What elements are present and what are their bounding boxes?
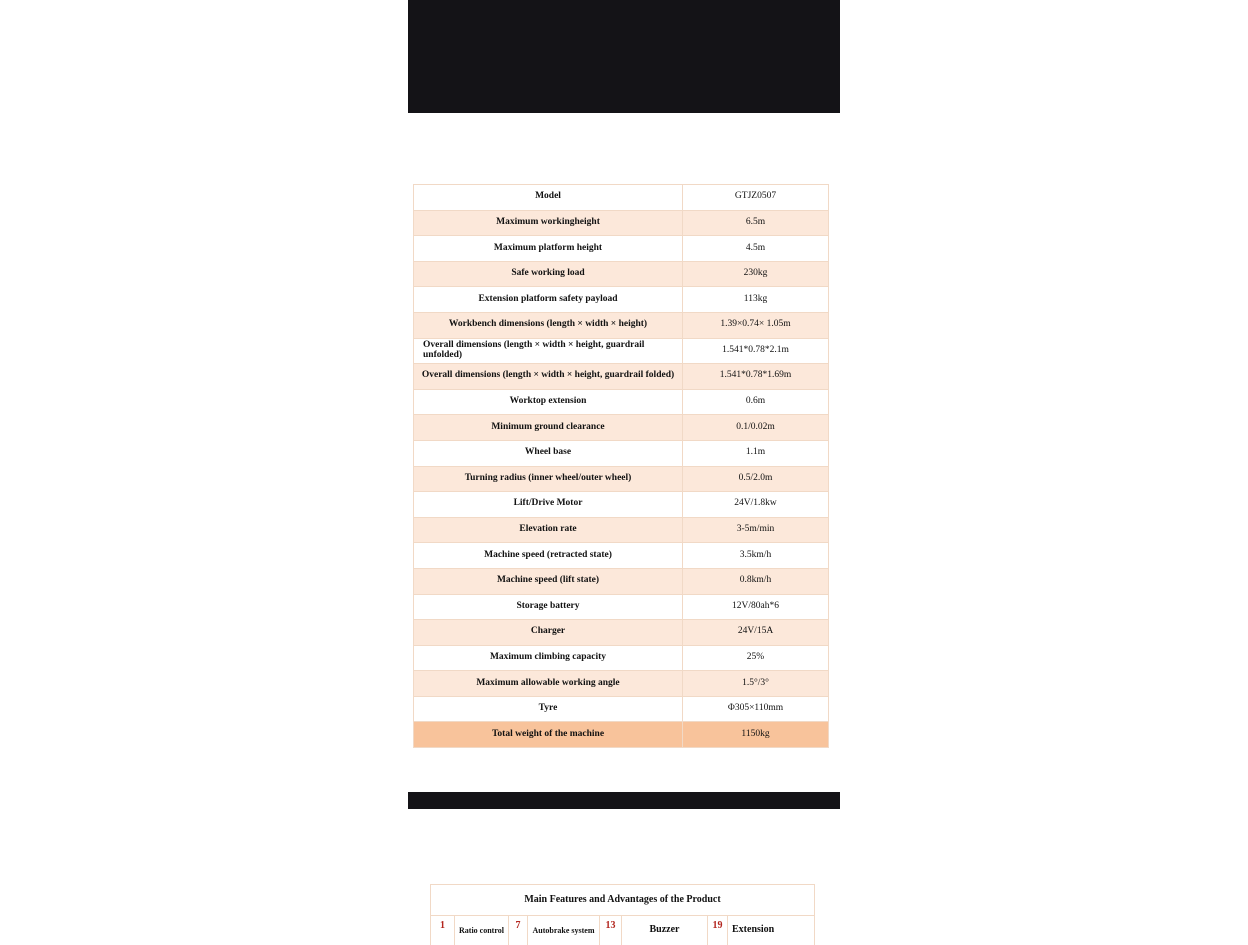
spec-row (414, 389, 829, 415)
spec-value: 1.5°/3° (683, 671, 829, 697)
spec-value: 6.5m (683, 210, 829, 236)
spec-value: 3.5km/h (683, 543, 829, 569)
spec-value: 24V/15A (683, 620, 829, 646)
spec-row (414, 210, 829, 236)
spec-label: Safe working load (414, 261, 683, 287)
spec-row (414, 236, 829, 262)
spec-row (414, 517, 829, 543)
feature-text: Ratio control (455, 916, 509, 945)
spec-label: Maximum allowable working angle (414, 671, 683, 697)
spec-label: Minimum ground clearance (414, 415, 683, 441)
spec-row (414, 722, 829, 748)
spec-label: Overall dimensions (length × width × height, guardrail unfolded) (414, 338, 683, 364)
spec-label: Charger (414, 620, 683, 646)
spec-value: 0.5/2.0m (683, 466, 829, 492)
spec-label: Turning radius (inner wheel/outer wheel) (414, 466, 683, 492)
specification-table (413, 184, 829, 748)
spec-label: Worktop extension (414, 389, 683, 415)
feature-number: 7 (509, 916, 528, 945)
spec-row (414, 338, 829, 364)
spec-value: 1.1m (683, 440, 829, 466)
spec-label: Lift/Drive Motor (414, 492, 683, 518)
features-row (431, 916, 814, 945)
spec-value: 1.39×0.74× 1.05m (683, 312, 829, 338)
spec-label: Maximum workingheight (414, 210, 683, 236)
spec-value: 113kg (683, 287, 829, 313)
spec-row (414, 185, 829, 211)
spec-label: Elevation rate (414, 517, 683, 543)
spec-value: 1.541*0.78*2.1m (683, 338, 829, 364)
spec-label: Workbench dimensions (length × width × height) (414, 312, 683, 338)
spec-label: Maximum climbing capacity (414, 645, 683, 671)
features-title: Main Features and Advantages of the Product (431, 885, 814, 916)
spec-value: 25% (683, 645, 829, 671)
spec-row (414, 620, 829, 646)
spec-label: Tyre (414, 696, 683, 722)
spec-value: 1150kg (683, 722, 829, 748)
spec-value: Φ305×110mm (683, 696, 829, 722)
spec-value: 3-5m/min (683, 517, 829, 543)
spec-value: 0.8km/h (683, 568, 829, 594)
spec-value: 12V/80ah*6 (683, 594, 829, 620)
feature-number: 1 (431, 916, 455, 945)
spec-row (414, 312, 829, 338)
spec-row (414, 568, 829, 594)
spec-value: 230kg (683, 261, 829, 287)
spec-row (414, 415, 829, 441)
spec-label: Storage battery (414, 594, 683, 620)
spec-value: 4.5m (683, 236, 829, 262)
spec-row (414, 543, 829, 569)
spec-row (414, 594, 829, 620)
spec-row (414, 492, 829, 518)
spec-row (414, 364, 829, 390)
spec-label: Model (414, 185, 683, 211)
spec-row (414, 466, 829, 492)
spec-value: 0.1/0.02m (683, 415, 829, 441)
spec-row (414, 645, 829, 671)
spec-label: Extension platform safety payload (414, 287, 683, 313)
feature-text: Extension (732, 924, 775, 935)
feature-number: 13 (600, 916, 622, 945)
feature-text: Autobrake system (528, 916, 600, 945)
spec-row (414, 261, 829, 287)
spec-label: Maximum platform height (414, 236, 683, 262)
section-divider-banner (408, 792, 840, 809)
spec-row (414, 287, 829, 313)
spec-label: Wheel base (414, 440, 683, 466)
feature-number: 19 (708, 916, 728, 945)
spec-row (414, 671, 829, 697)
spec-value: GTJZ0507 (683, 185, 829, 211)
top-dark-banner (408, 0, 840, 113)
spec-value: 0.6m (683, 389, 829, 415)
spec-label: Machine speed (lift state) (414, 568, 683, 594)
spec-label: Total weight of the machine (414, 722, 683, 748)
spec-label: Overall dimensions (length × width × height, guardrail folded) (414, 364, 683, 390)
spec-label: Machine speed (retracted state) (414, 543, 683, 569)
spec-value: 24V/1.8kw (683, 492, 829, 518)
spec-row (414, 696, 829, 722)
feature-text: Buzzer (622, 916, 708, 945)
spec-value: 1.541*0.78*1.69m (683, 364, 829, 390)
spec-row (414, 440, 829, 466)
